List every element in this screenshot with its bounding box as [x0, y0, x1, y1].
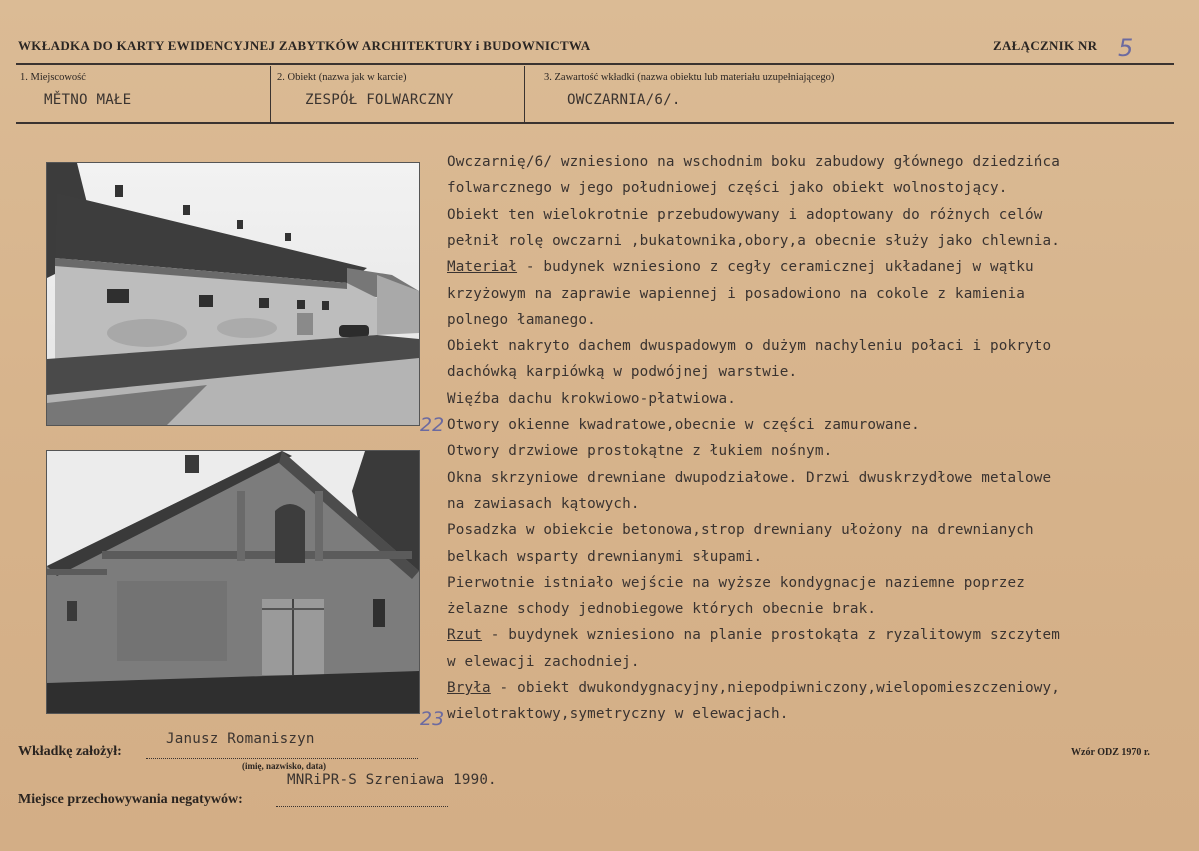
- photo-number-23: 23: [420, 708, 445, 730]
- description-line-text: Obiekt ten wielokrotnie przebudowywany i adoptowany do różnych celów: [447, 206, 1043, 223]
- description-line: [447, 575, 1025, 591]
- description-line-text: pełnił rolę owczarni ,bukatownika,obory,a obecnie służy jako chlewnia.: [447, 232, 1061, 249]
- attachment-number: 5: [1118, 34, 1134, 62]
- section-heading: Bryła: [447, 680, 491, 696]
- description-line-text: belkach wsparty drewnianymi słupami.: [447, 548, 763, 565]
- header-rule: [16, 63, 1174, 65]
- photo-number-22: 22: [420, 414, 445, 436]
- description-line-text: Pierwotnie istniało wejście na wyższe kondygnacje naziemne poprzez: [447, 574, 1025, 591]
- inserted-by-value: Janusz Romaniszyn: [166, 731, 315, 747]
- description-line: [447, 312, 596, 328]
- description-line-text: Posadzka w obiekcie betonowa,strop drewniany ułożony na drewnianych: [447, 522, 1034, 539]
- content-value: OWCZARNIA/6/.: [567, 92, 681, 108]
- object-value: ZESPÓŁ FOLWARCZNY: [305, 92, 454, 108]
- description-line: [447, 154, 1060, 170]
- description-line: [447, 338, 1051, 354]
- description-line-text: Otwory drzwiowe prostokątne z łukiem nośnym.: [447, 443, 833, 460]
- storage-value: MNRiPR-S Szreniawa 1990.: [287, 772, 497, 788]
- field-divider-2: [524, 66, 525, 122]
- field-row-rule: [16, 122, 1174, 124]
- description-line-text: wielotraktowy,symetryczny w elewacjach.: [447, 706, 789, 723]
- field-divider-1: [270, 66, 271, 122]
- description-line-text: - buydynek wzniesiono na planie prostokąta z ryzalitowym szczytem: [482, 627, 1061, 644]
- description-line-text: dachówką karpiówką w podwójnej warstwie.: [447, 364, 798, 381]
- description-line: [447, 522, 1034, 538]
- description-line: [447, 627, 1060, 643]
- description-line-text: - obiekt dwukondygnacyjny,niepodpiwniczony,wielopomieszczeniowy,: [490, 680, 1061, 696]
- description-line-text: w elewacji zachodniej.: [447, 653, 640, 670]
- document-title: WKŁADKA DO KARTY EWIDENCYJNEJ ZABYTKÓW ARCHITEKTURY i BUDOWNICTWA: [18, 38, 591, 53]
- description-line-text: - budynek wzniesiono z cegły ceramicznej układanej w wątku: [517, 259, 1034, 276]
- description-line-text: Owczarnię/6/ wzniesiono na wschodnim boku zabudowy głównego dziedzińca: [447, 154, 1061, 170]
- description-line: [447, 470, 1051, 486]
- description-line-text: krzyżowym na zaprawie wapiennej i posadowiono na cokole z kamienia: [447, 285, 1025, 302]
- section-heading: Rzut: [447, 627, 483, 644]
- section-heading: Materiał: [447, 259, 518, 276]
- description-line-text: Okna skrzyniowe drewniane dwupodziałowe. Drzwi dwuskrzydłowe metalowe: [447, 469, 1052, 486]
- description-line: [447, 286, 1025, 302]
- description-line-text: Obiekt nakryto dachem dwuspadowym o dużym nachyleniu połaci i pokryto: [447, 338, 1052, 355]
- description-line: [447, 706, 789, 722]
- storage-label: Miejsce przechowywania negatywów:: [18, 792, 243, 807]
- description-line: [447, 180, 1007, 196]
- storage-line: [276, 806, 448, 807]
- inserted-by-line: [146, 758, 418, 759]
- description-line: [447, 654, 640, 670]
- object-label: 2. Obiekt (nazwa jak w karcie): [277, 72, 407, 83]
- description-line: [447, 364, 797, 380]
- description-line-text: folwarcznego w jego południowej części jako obiekt wolnostojący.: [447, 180, 1008, 197]
- description-line: [447, 207, 1043, 223]
- description-line: [447, 549, 762, 565]
- form-code: Wzór ODZ 1970 r.: [1071, 747, 1150, 758]
- description-line: [447, 391, 736, 407]
- description-line: [447, 233, 1060, 249]
- description-line: [447, 601, 876, 617]
- description-line: [447, 417, 920, 433]
- locality-label: 1. Miejscowość: [20, 72, 86, 83]
- description-line: [447, 680, 1060, 696]
- description-line-text: żelazne schody jednobiegowe których obecnie brak.: [447, 601, 877, 618]
- inserted-by-hint: (imię, nazwisko, data): [242, 761, 326, 771]
- description-line-text: na zawiasach kątowych.: [447, 495, 640, 512]
- locality-value: MĚTNO MAŁE: [44, 92, 132, 108]
- description-line: [447, 496, 640, 512]
- description-line: [447, 259, 1034, 275]
- photo-gable-facade: [46, 450, 420, 714]
- description-line-text: Więźba dachu krokwiowo-płatwiowa.: [447, 390, 736, 407]
- attachment-label: ZAŁĄCZNIK NR: [993, 38, 1098, 53]
- description-line-text: Otwory okienne kwadratowe,obecnie w części zamurowane.: [447, 417, 920, 433]
- inserted-by-label: Wkładkę założył:: [18, 744, 122, 759]
- description-line: [447, 443, 832, 459]
- description-line-text: polnego łamanego.: [447, 311, 596, 328]
- content-label: 3. Zawartość wkładki (nazwa obiektu lub materiału uzupełniającego): [544, 72, 835, 83]
- photo-barn-side-view: [46, 162, 420, 426]
